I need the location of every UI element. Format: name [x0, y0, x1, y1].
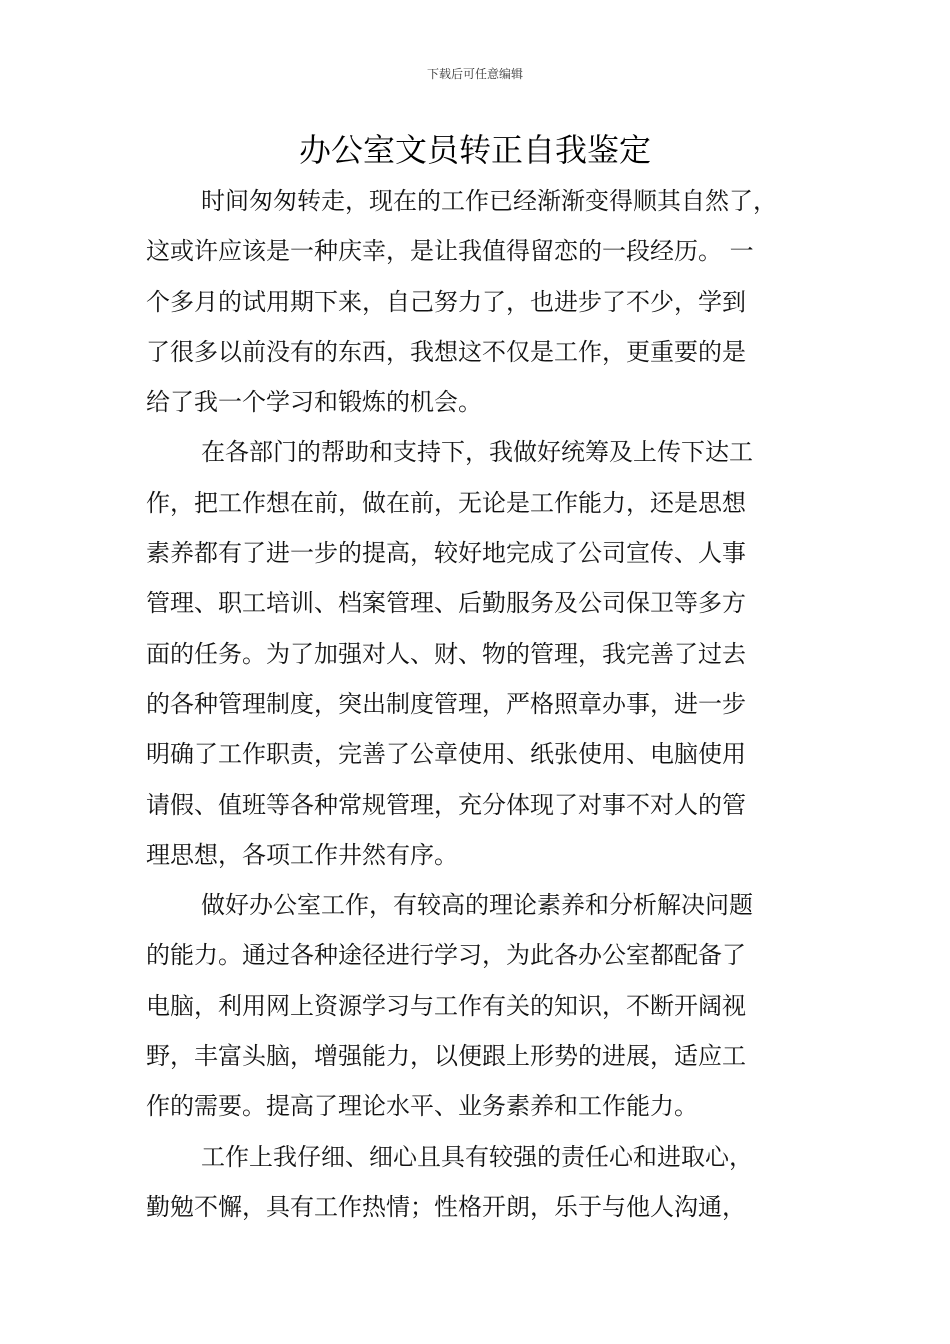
paragraph-2-line-2: 作，把工作想在前，做在前，无论是工作能力，还是思想: [146, 488, 746, 517]
paragraph-2-line-5: 面的任务。为了加强对人、财、物的管理，我完善了过去: [146, 639, 746, 668]
header-note: 下载后可任意编辑: [426, 67, 523, 81]
paragraph-1-line-4: 了很多以前没有的东西，我想这不仅是工作，更重要的是: [146, 337, 746, 366]
paragraph-3-line-5: 作的需要。提高了理论水平、业务素养和工作能力。: [146, 1092, 698, 1121]
paragraph-2-line-3: 素养都有了进一步的提高，较好地完成了公司宣传、人事: [146, 539, 746, 568]
paragraph-1-line-3: 个多月的试用期下来，自己努力了，也进步了不少，学到: [146, 287, 746, 316]
paragraph-1-line-1: 时间匆匆转走，现在的工作已经渐渐变得顺其自然了，: [201, 187, 777, 215]
document-title: 办公室文员转正自我鉴定: [298, 131, 651, 169]
paragraph-3-line-2: 的能力。通过各种途径进行学习，为此各办公室都配备了: [146, 941, 746, 970]
paragraph-2-line-9: 理思想，各项工作井然有序。: [146, 840, 458, 869]
paragraph-4-line-1: 工作上我仔细、细心且具有较强的责任心和进取心，: [201, 1142, 753, 1171]
paragraph-3-line-1: 做好办公室工作，有较高的理论素养和分析解决问题: [201, 891, 753, 920]
paragraph-4-line-2: 勤勉不懈，具有工作热情；性格开朗，乐于与他人沟通，: [146, 1192, 746, 1221]
paragraph-3-line-3: 电脑，利用网上资源学习与工作有关的知识，不断开阔视: [146, 991, 746, 1020]
document-body: [146, 176, 811, 1232]
paragraph-3-line-4: 野，丰富头脑，增强能力，以便跟上形势的进展，适应工: [146, 1042, 746, 1071]
paragraph-2-line-4: 管理、职工培训、档案管理、后勤服务及公司保卫等多方: [146, 589, 746, 618]
paragraph-2-line-6: 的各种管理制度，突出制度管理，严格照章办事，进一步: [146, 689, 746, 718]
paragraph-2-line-1: 在各部门的帮助和支持下，我做好统筹及上传下达工: [201, 438, 753, 467]
paragraph-2-line-7: 明确了工作职责，完善了公章使用、纸张使用、电脑使用: [146, 740, 746, 769]
paragraph-1-line-2: 这或许应该是一种庆幸，是让我值得留恋的一段经历。 一: [146, 237, 754, 266]
paragraph-1-line-5: 给了我一个学习和锻炼的机会。: [146, 388, 482, 417]
paragraph-2-line-8: 请假、值班等各种常规管理，充分体现了对事不对人的管: [146, 790, 746, 819]
